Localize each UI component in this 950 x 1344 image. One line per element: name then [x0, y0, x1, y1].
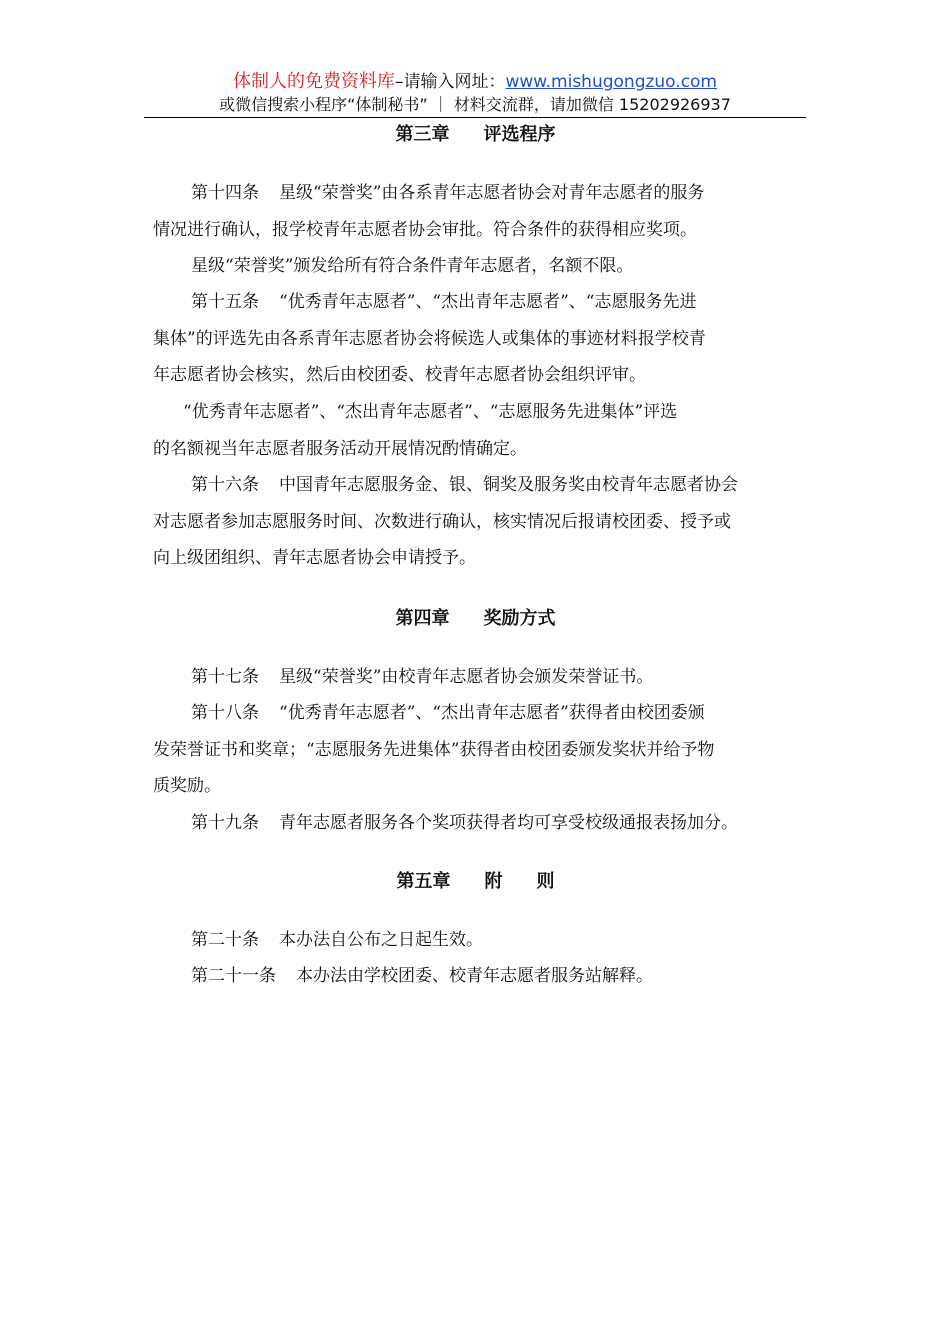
article-text: 星级“荣誉奖”由校青年志愿者协会颁发荣誉证书。	[279, 667, 654, 687]
article-20	[153, 922, 798, 959]
article-number: 第十七条	[191, 667, 259, 687]
paragraph-text: 的名额视当年志愿者服务活动开展情况酌情确定。	[153, 438, 527, 459]
article-text: “优秀青年志愿者”、“杰出青年志愿者”、“志愿服务先进	[279, 292, 697, 312]
chapter-5-heading	[153, 869, 798, 895]
article-text: 青年志愿者服务各个奖项获得者均可享受校级通报表扬加分。	[279, 813, 738, 833]
chapter-title: 奖励方式	[483, 608, 556, 629]
article-text: 中国青年志愿服务金、银、铜奖及服务奖由校青年志愿者协会	[279, 475, 738, 495]
article-text: 质奖励。	[153, 776, 221, 796]
article-number: 第十四条	[191, 183, 259, 203]
article-17	[153, 659, 798, 696]
article-19	[153, 805, 798, 842]
article-16	[153, 467, 798, 577]
chapter-title-part: 附	[484, 871, 503, 892]
chapter-4-heading	[153, 606, 798, 632]
article-text: 本办法自公布之日起生效。	[279, 930, 483, 950]
article-number: 第十八条	[191, 703, 259, 723]
article-text: 星级“荣誉奖”由各系青年志愿者协会对青年志愿者的服务	[279, 183, 705, 203]
brand-text: 体制人的免费资料库	[232, 71, 395, 92]
article-text: 向上级团组织、青年志愿者协会申请授予。	[153, 548, 476, 568]
article-14	[153, 175, 798, 248]
article-text: 对志愿者参加志愿服务时间、次数进行确认，核实情况后报请校团委、授予或	[153, 511, 731, 532]
chapter-title-part: 则	[536, 871, 555, 892]
article-21	[153, 958, 798, 995]
article-number: 第二十条	[191, 930, 259, 950]
article-text: 集体”的评选先由各系青年志愿者协会将候选人或集体的事迹材料报学校青	[153, 328, 706, 349]
article-number: 第十六条	[191, 475, 259, 495]
article-15	[153, 284, 798, 394]
article-number: 第十九条	[191, 813, 259, 833]
paragraph-text: “优秀青年志愿者”、“杰出青年志愿者”、“志愿服务先进集体”评选	[183, 402, 678, 422]
site-banner	[0, 70, 950, 94]
url-prompt: –请输入网址：	[394, 72, 506, 92]
paragraph-selection-quota	[153, 394, 798, 467]
article-number: 第二十一条	[191, 966, 276, 986]
chapter-3-heading	[153, 122, 798, 148]
article-18	[153, 695, 798, 805]
header-divider	[144, 117, 806, 118]
site-url-link[interactable]: www.mishugongzuo.com	[505, 72, 717, 92]
chapter-title: 评选程序	[483, 124, 556, 145]
paragraph-honor-quota	[153, 248, 798, 285]
article-number: 第十五条	[191, 292, 259, 312]
chapter-number: 第三章	[395, 124, 450, 145]
wechat-notice: 或微信搜索小程序“体制秘书” ｜ 材料交流群，请加微信 15202926937	[219, 95, 731, 114]
chapter-number: 第四章	[395, 608, 450, 629]
article-text: 本办法由学校团委、校青年志愿者服务站解释。	[296, 966, 653, 986]
article-text: 年志愿者协会核实，然后由校团委、校青年志愿者协会组织评审。	[153, 365, 646, 385]
article-text: 发荣誉证书和奖章；“志愿服务先进集体”获得者由校团委颁发奖状并给予物	[153, 739, 715, 760]
chapter-number: 第五章	[396, 871, 451, 892]
paragraph-text: 星级“荣誉奖”颁发给所有符合条件青年志愿者，名额不限。	[191, 256, 634, 276]
article-text: “优秀青年志愿者”、“杰出青年志愿者”获得者由校团委颁	[279, 703, 705, 723]
article-text: 情况进行确认，报学校青年志愿者协会审批。符合条件的获得相应奖项。	[153, 219, 697, 240]
